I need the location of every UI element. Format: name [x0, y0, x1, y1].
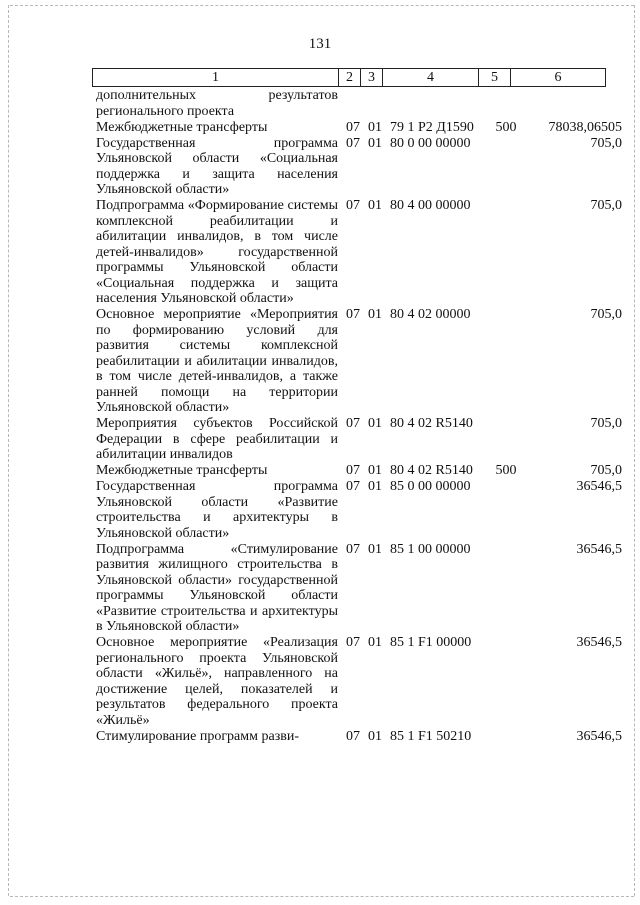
row-target-code: 80 0 00 00000 — [390, 135, 471, 151]
row-target-code: 80 4 02 R5140 — [390, 416, 473, 431]
row-subsection: 01 — [368, 728, 382, 744]
row-section: 07 — [346, 198, 360, 213]
row-sum: 36546,5 — [576, 541, 622, 557]
row-target-code: 80 4 02 00000 — [390, 307, 471, 322]
row-name: Подпрограмма «Формирование системы комплексной реабилитации и абилитации инвалидов, в том числе детей-инвалидов» государственной программы Ульяновской области «Социальная поддержка и защита населения Ульяновской области» — [96, 198, 338, 306]
row-name: Подпрограмма «Стимулирование развития жилищного строительства в Ульяновской области» государственной программы Ульяновской области «Развитие строительства и архитектуры в Ульяновской области» — [96, 541, 338, 634]
row-section: 07 — [346, 119, 360, 135]
row-name: Государственная программа Ульяновской области «Развитие строительства и архитектуры в Ульяновской области» — [96, 479, 338, 541]
row-sum: 705,0 — [590, 135, 622, 151]
row-name: Государственная программа Ульяновской области «Социальная поддержка и защита населения Ульяновской области» — [96, 135, 338, 197]
row-target-code — [390, 88, 490, 119]
scan-border-top — [10, 5, 634, 6]
row-subsection — [364, 88, 386, 119]
row-section: 07 — [346, 463, 360, 478]
row-name: Стимулирование программ разви- — [96, 728, 299, 744]
row-section: 07 — [346, 307, 360, 322]
row-sum: 705,0 — [590, 416, 622, 431]
column-header-3: 3 — [361, 69, 383, 86]
row-target-code: 85 1 F1 00000 — [390, 635, 472, 650]
row-expense-type — [490, 198, 522, 307]
row-section: 07 — [346, 635, 360, 650]
row-target-code: 80 4 00 00000 — [390, 198, 471, 213]
row-sum: 36546,5 — [576, 479, 622, 494]
table-row — [0, 307, 640, 416]
table-row — [0, 198, 640, 307]
row-expense-type — [490, 416, 522, 463]
row-sum: 36546,5 — [576, 635, 622, 650]
column-header-2: 2 — [339, 69, 361, 86]
scan-border-bottom — [10, 896, 634, 897]
row-subsection: 01 — [368, 463, 382, 478]
row-expense-type — [490, 542, 522, 635]
row-expense-type — [490, 479, 522, 541]
row-subsection: 01 — [368, 307, 382, 322]
row-subsection: 01 — [368, 119, 382, 135]
column-header-4: 4 — [383, 69, 479, 86]
row-target-code: 85 1 F1 50210 — [390, 728, 472, 744]
row-expense-type — [490, 635, 522, 728]
row-expense-type: 500 — [495, 119, 517, 135]
table-row — [0, 120, 640, 136]
row-section: 07 — [346, 728, 360, 744]
row-section: 07 — [346, 479, 360, 494]
row-target-code: 85 0 00 00000 — [390, 479, 471, 494]
row-sum — [522, 88, 622, 119]
column-header-row — [92, 68, 606, 87]
table-row — [0, 88, 640, 119]
row-sum: 78038,06505 — [548, 119, 622, 135]
table-row — [0, 635, 640, 728]
row-expense-type: 500 — [495, 463, 517, 478]
row-name: Мероприятия субъектов Российской Федерации в сфере реабилитации и абилитации инвалидов — [96, 416, 338, 462]
row-expense-type — [490, 136, 522, 198]
row-section — [342, 88, 364, 119]
row-subsection: 01 — [368, 635, 382, 650]
row-name: Основное мероприятие «Мероприятия по формированию условий для развития системы комплексной реабилитации и абилитации инвалидов, в том числе детей-инвалидов, а также ранней помощи на территории Ульяновской области» — [96, 307, 338, 415]
table-row — [0, 729, 640, 745]
row-subsection: 01 — [368, 135, 382, 151]
row-expense-type — [490, 307, 522, 416]
table-row — [0, 416, 640, 463]
row-sum: 705,0 — [590, 463, 622, 478]
row-expense-type — [490, 88, 522, 119]
row-subsection: 01 — [368, 479, 382, 494]
row-target-code: 80 4 02 R5140 — [390, 463, 473, 478]
row-sum: 705,0 — [590, 307, 622, 322]
column-header-5: 5 — [479, 69, 511, 86]
row-target-code: 79 1 P2 Д1590 — [390, 119, 474, 135]
column-header-1: 1 — [93, 69, 339, 86]
row-target-code: 85 1 00 00000 — [390, 541, 471, 557]
row-name: Межбюджетные трансферты — [96, 463, 268, 478]
table-row — [0, 463, 640, 479]
page-number: 131 — [308, 36, 332, 52]
budget-table-body — [0, 88, 640, 744]
row-subsection: 01 — [368, 541, 382, 557]
table-row — [0, 479, 640, 541]
row-name: дополнительных результатов регионального проекта — [96, 88, 338, 119]
row-section: 07 — [346, 541, 360, 557]
column-header-6: 6 — [554, 70, 562, 85]
row-sum: 705,0 — [590, 198, 622, 213]
table-row — [0, 542, 640, 635]
table-row — [0, 136, 640, 198]
row-sum: 36546,5 — [576, 728, 622, 744]
row-expense-type — [490, 729, 522, 745]
row-section: 07 — [346, 135, 360, 151]
row-name: Межбюджетные трансферты — [96, 119, 268, 135]
row-subsection: 01 — [368, 416, 382, 431]
row-name: Основное мероприятие «Реализация регионального проекта Ульяновской области «Жильё», направленного на достижение целей, показателей и результатов федерального проекта «Жильё» — [96, 635, 338, 728]
row-section: 07 — [346, 416, 360, 431]
row-subsection: 01 — [368, 198, 382, 213]
